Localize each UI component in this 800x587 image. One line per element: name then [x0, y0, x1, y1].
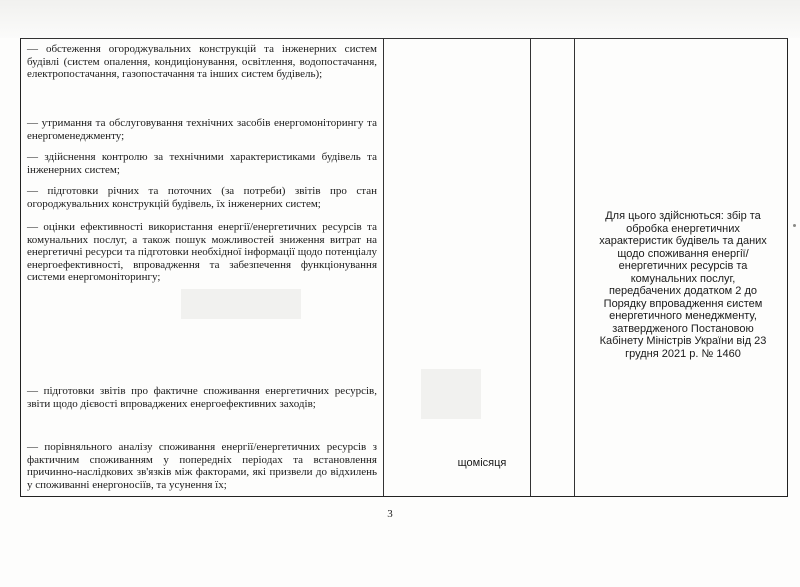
- column-divider-2: [530, 39, 531, 496]
- measure-annual-reports: — підготовки річних та поточних (за потреби) звітів про стан огороджувальних конструкцій будівель, їх інженерних систем;: [27, 185, 377, 210]
- page-number: 3: [387, 508, 393, 520]
- scan-bleed-1: [181, 289, 301, 319]
- measure-monitoring-maintenance: — утримання та обслуговування технічних засобів енергомоніторингу та енергоменеджменту;: [27, 117, 377, 142]
- measure-technical-control: — здійснення контролю за технічними характеристиками будівель та інженерних систем;: [27, 151, 377, 176]
- scan-bleed-2: [421, 369, 481, 419]
- measure-building-inspection: — обстеження огороджувальних конструкцій та інженерних систем будівлі (систем опалення, кондиціонування, освітлення, водопостачання, електропостачання, газопостачання та інших систем будівель);: [27, 43, 377, 81]
- column-divider-1: [383, 39, 384, 496]
- measure-consumption-reports: — підготовки звітів про фактичне споживання енергетичних ресурсів, звіти щодо дієвості впроваджених енергоефективних заходів;: [27, 385, 377, 410]
- measure-comparative-analysis: — порівняльного аналізу споживання енергії/енергетичних ресурсів з фактичним споживанням у попередніх періодах та встановлення причинно-наслідкових зв'язків між факторами, які призвели до відхилень у споживанні енергоносіїв, та усунення їх;: [27, 441, 377, 491]
- periodicity-cell: щомісяця: [457, 457, 507, 469]
- source-note-cell: Для цього здійснються: збір та обробка енергетичних характеристик будівель та даних щодо споживання енергії/енергетичних ресурсів та комунальних послуг, передбачених додатком 2 до Порядку впровадження єистем енергетичного менеджменту, затвердженого Постановою Кабінету Міністрів України від 23 грудня 2021 р. № 1460: [599, 210, 767, 360]
- column-divider-3: [574, 39, 575, 496]
- scan-speck: [793, 224, 796, 227]
- scan-top-shadow: [0, 0, 800, 38]
- measures-table: [20, 38, 788, 497]
- measure-efficiency-assessment: — оцінки ефективності використання енергії/енергетичних ресурсів та комунальних послуг, а також пошук можливостей зниження витрат на енергетичні ресурси та підготовки необхідної інформації щодо потенціалу енергоефективності, впровадження та забезпечення функціонування системи енергомоніторингу;: [27, 221, 377, 284]
